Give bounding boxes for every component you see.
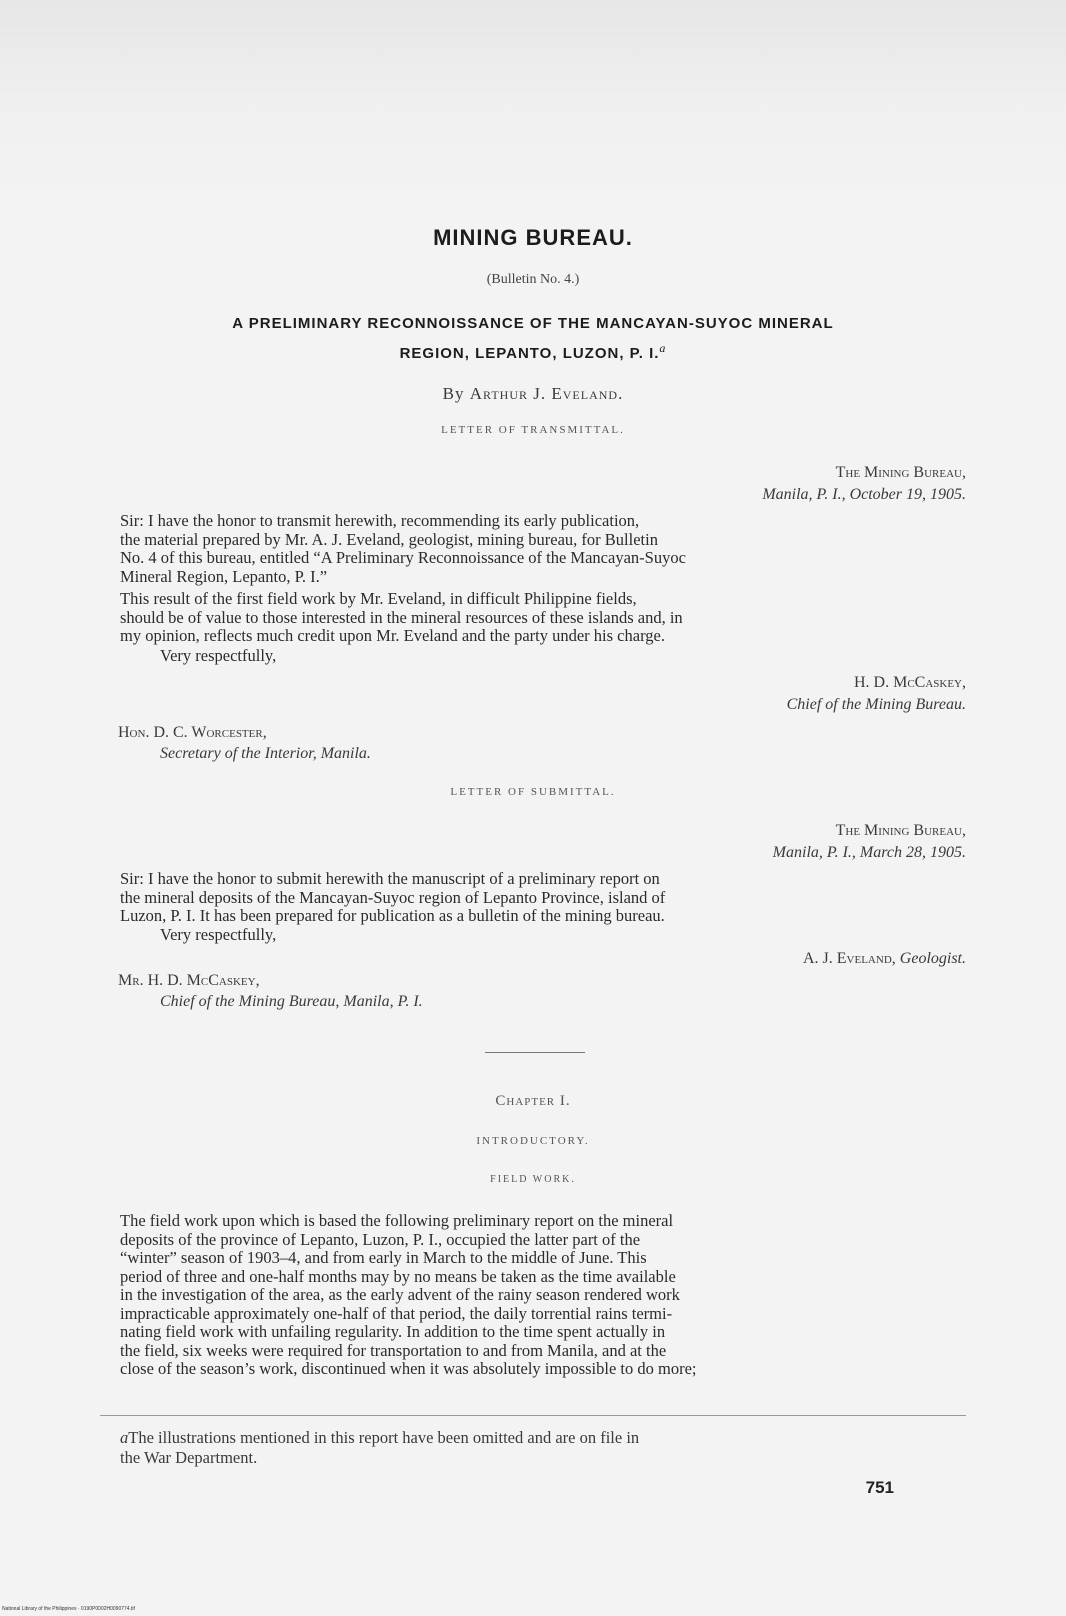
submittal-sender (773, 820, 966, 864)
page-number: 751 (865, 1478, 894, 1497)
transmittal-paragraph-2 (120, 590, 966, 646)
bulletin-number: (Bulletin No. 4.) (486, 272, 580, 287)
page-title: MINING BUREAU. (433, 225, 633, 250)
transmittal-heading: LETTER OF TRANSMITTAL. (441, 424, 625, 436)
report-title-line-2-text: REGION, LEPANTO, LUZON, P. I. (399, 345, 660, 362)
text-line: period of three and one-half months may by no means be taken as the time available (120, 1266, 676, 1286)
footnote-mark: a (659, 341, 667, 355)
text-line: Sir: I have the honor to transmit herewith, recommending its early publication, (120, 511, 640, 530)
chapter-subtitle: INTRODUCTORY. (476, 1135, 590, 1147)
text-line: This result of the first field work by Mr. Eveland, in difficult Philippine fields, (120, 589, 637, 608)
transmittal-signature-title: Chief of the Mining Bureau. (786, 696, 966, 713)
transmittal-paragraph-1 (120, 512, 966, 586)
text-line: impracticable approximately one-half of that period, the daily torrential rains termi- (120, 1303, 673, 1323)
text-line: in the investigation of the area, as the early advent of the rainy season rendered work (120, 1285, 680, 1304)
submittal-closing: Very respectfully, (160, 925, 277, 944)
footnote-text: The illustrations mentioned in this report have been omitted and are on file in (128, 1428, 640, 1447)
transmittal-signature (787, 672, 966, 716)
report-title-line-1: A PRELIMINARY RECONNOISSANCE OF THE MANCAYAN-SUYOC MINERAL (232, 315, 834, 332)
scan-footer-stamp: National Library of the Philippines · 0190P0002H0090774.tif (2, 1606, 135, 1612)
transmittal-closing: Very respectfully, (160, 646, 277, 665)
text-line: the field, six weeks were required for transportation to and from Manila, and at the (120, 1340, 667, 1360)
text-line: Luzon, P. I. It has been prepared for publication as a bulletin of the mining bureau. (120, 906, 665, 925)
submittal-signature-title: Geologist. (899, 950, 966, 967)
chapter-body (120, 1212, 966, 1379)
section-heading: FIELD WORK. (490, 1174, 576, 1185)
text-line: close of the season’s work, discontinued when it was absolutely impossible to do more; (120, 1359, 697, 1378)
submittal-signature-name: A. J. Eveland, (803, 950, 896, 967)
text-line: No. 4 of this bureau, entitled “A Preliminary Reconnoissance of the Mancayan-Suyoc (120, 548, 686, 567)
submittal-heading: LETTER OF SUBMITTAL. (450, 786, 616, 798)
submittal-paragraph (120, 870, 966, 926)
submittal-sender-line-1: The Mining Bureau, (835, 822, 966, 839)
text-line: should be of value to those interested in the mineral resources of these islands and, in (120, 607, 683, 627)
text-line: the mineral deposits of the Mancayan-Suyoc region of Lepanto Province, island of (120, 887, 666, 907)
text-line: “winter” season of 1903–4, and from early in March to the middle of June. This (120, 1248, 647, 1267)
footnote-mark: a (120, 1428, 129, 1447)
submittal-sender-line-2: Manila, P. I., March 28, 1905. (772, 844, 966, 861)
footnote-line-2: the War Department. (120, 1448, 258, 1467)
footnote (120, 1428, 966, 1468)
text-line: Mineral Region, Lepanto, P. I.” (120, 566, 328, 586)
submittal-signature (803, 948, 966, 970)
text-line: the material prepared by Mr. A. J. Eveland, geologist, mining bureau, for Bulletin (120, 529, 658, 549)
transmittal-addressee-line-1: Hon. D. C. Worcester, (118, 724, 267, 741)
byline (0, 384, 1066, 404)
report-title-line-2 (110, 336, 956, 366)
report-title (110, 312, 956, 366)
byline-author: Arthur J. Eveland. (469, 384, 624, 403)
transmittal-sender-line-2: Manila, P. I., October 19, 1905. (762, 486, 966, 503)
footnote-line-1 (120, 1428, 966, 1448)
transmittal-addressee (118, 722, 371, 764)
text-line: deposits of the province of Lepanto, Luzon, P. I., occupied the latter part of the (120, 1229, 641, 1249)
chapter-title: Chapter I. (495, 1093, 571, 1109)
transmittal-signature-name: H. D. McCaskey, (853, 674, 966, 691)
footnote-divider (100, 1415, 966, 1416)
text-line: The field work upon which is based the following preliminary report on the mineral (120, 1211, 674, 1230)
text-line: nating field work with unfailing regularity. In addition to the time spent actually in (120, 1322, 666, 1341)
submittal-addressee-line-1: Mr. H. D. McCaskey, (118, 972, 260, 989)
section-divider (485, 1052, 585, 1053)
text-line: Sir: I have the honor to submit herewith the manuscript of a preliminary report on (120, 869, 660, 888)
text-line: my opinion, reflects much credit upon Mr. Eveland and the party under his charge. (120, 626, 665, 645)
submittal-addressee (118, 970, 423, 1012)
byline-prefix: By (442, 384, 465, 403)
transmittal-addressee-line-2: Secretary of the Interior, Manila. (160, 745, 371, 762)
transmittal-sender-line-1: The Mining Bureau, (835, 464, 966, 481)
submittal-addressee-line-2: Chief of the Mining Bureau, Manila, P. I. (160, 993, 423, 1010)
transmittal-sender (762, 462, 966, 506)
